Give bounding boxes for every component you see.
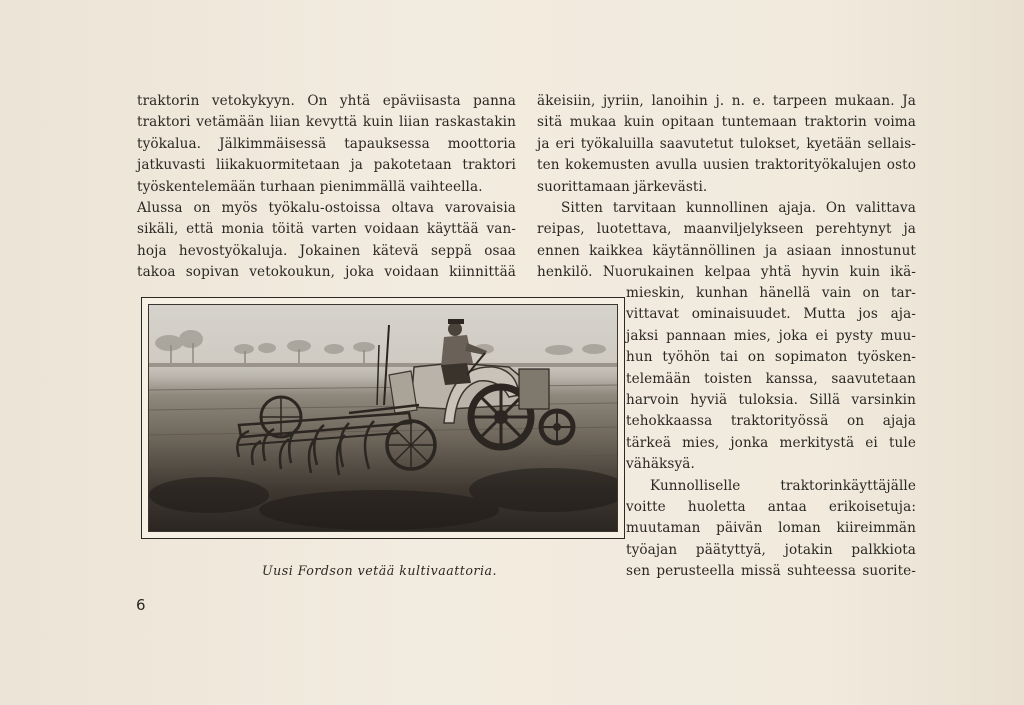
text-line: telemään toisten kanssa, saavutetaan <box>626 370 916 387</box>
text-line: voitte huoletta antaa erikoisetuja: <box>626 499 916 515</box>
text-line: ten kokemusten avulla uusien traktorityökalujen osto <box>537 157 916 174</box>
text-line: ja eri työkaluilla saavutetut tulokset, kyetään sellais- <box>537 135 916 152</box>
text-line: äkeisiin, jyriin, lanoihin j. n. e. tarpeen mukaan. Ja <box>537 93 916 109</box>
text-line: hoja hevostyökaluja. Jokainen kätevä seppä osaa <box>137 242 516 259</box>
text-line: tärkeä mies, jonka merkitystä ei tule <box>626 434 916 451</box>
text-line: työajan päätyttyä, jotakin palkkiota <box>626 541 916 558</box>
tractor-cultivator-illustration <box>149 305 618 532</box>
tractor-photo <box>148 304 618 532</box>
text-line: Alussa on myös työkalu-ostoissa oltava varovaisia <box>137 200 516 216</box>
text-line: sitä mukaa kuin opitaan tuntemaan traktorin voima <box>537 114 916 131</box>
text-line: harvoin hyviä tuloksia. Sillä varsinkin <box>626 392 916 408</box>
text-line: mieskin, kunhan hänellä vain on tar- <box>626 285 916 301</box>
text-line: työkalua. Jälkimmäisessä tapauksessa moottoria <box>137 135 516 152</box>
text-line: sikäli, että monia töitä varten voidaan käyttää van- <box>137 221 516 238</box>
text-line: muutaman päivän loman kiireimmän <box>626 520 916 537</box>
text-line: takoa sopivan vetokoukun, joka voidaan kiinnittää <box>137 264 516 281</box>
text-line: sen perusteella missä suhteessa suorite- <box>626 563 916 580</box>
text-line: tehokkaassa traktorityössä on ajaja <box>626 413 916 430</box>
text-line: jatkuvasti liikakuormitetaan ja pakotetaan traktori <box>137 157 516 174</box>
text-line: vittavat ominaisuudet. Mutta jos aja- <box>626 306 916 323</box>
figure-caption: Uusi Fordson vetää kultivaattoria. <box>262 563 497 578</box>
text-line: Sitten tarvitaan kunnollinen ajaja. On valittava <box>561 200 916 216</box>
text-line: hun työhön tai on sopimaton työsken- <box>626 349 916 366</box>
text-line: reipas, luotettava, maanviljelykseen perehtynyt ja <box>537 221 916 238</box>
text-line: jaksi pannaan mies, joka ei pysty muu- <box>626 327 916 344</box>
text-line: vähäksyä. <box>626 456 695 473</box>
text-line: työskentelemään turhaan pienimmällä vaihteella. <box>137 178 483 195</box>
text-line: henkilö. Nuorukainen kelpaa yhtä hyvin kuin ikä- <box>537 264 916 281</box>
text-line: ennen kaikkea käytännöllinen ja asiaan innostunut <box>537 242 916 259</box>
text-line: traktorin vetokykyyn. On yhtä epäviisasta panna <box>137 93 516 109</box>
text-line: Kunnolliselle traktorinkäyttäjälle <box>650 477 916 494</box>
text-line: traktori vetämään liian kevyttä kuin liian raskastakin <box>137 114 516 131</box>
text-line: suorittamaan järkevästi. <box>537 178 708 195</box>
page-number: 6 <box>136 596 146 614</box>
figure-photo-frame <box>141 297 625 539</box>
